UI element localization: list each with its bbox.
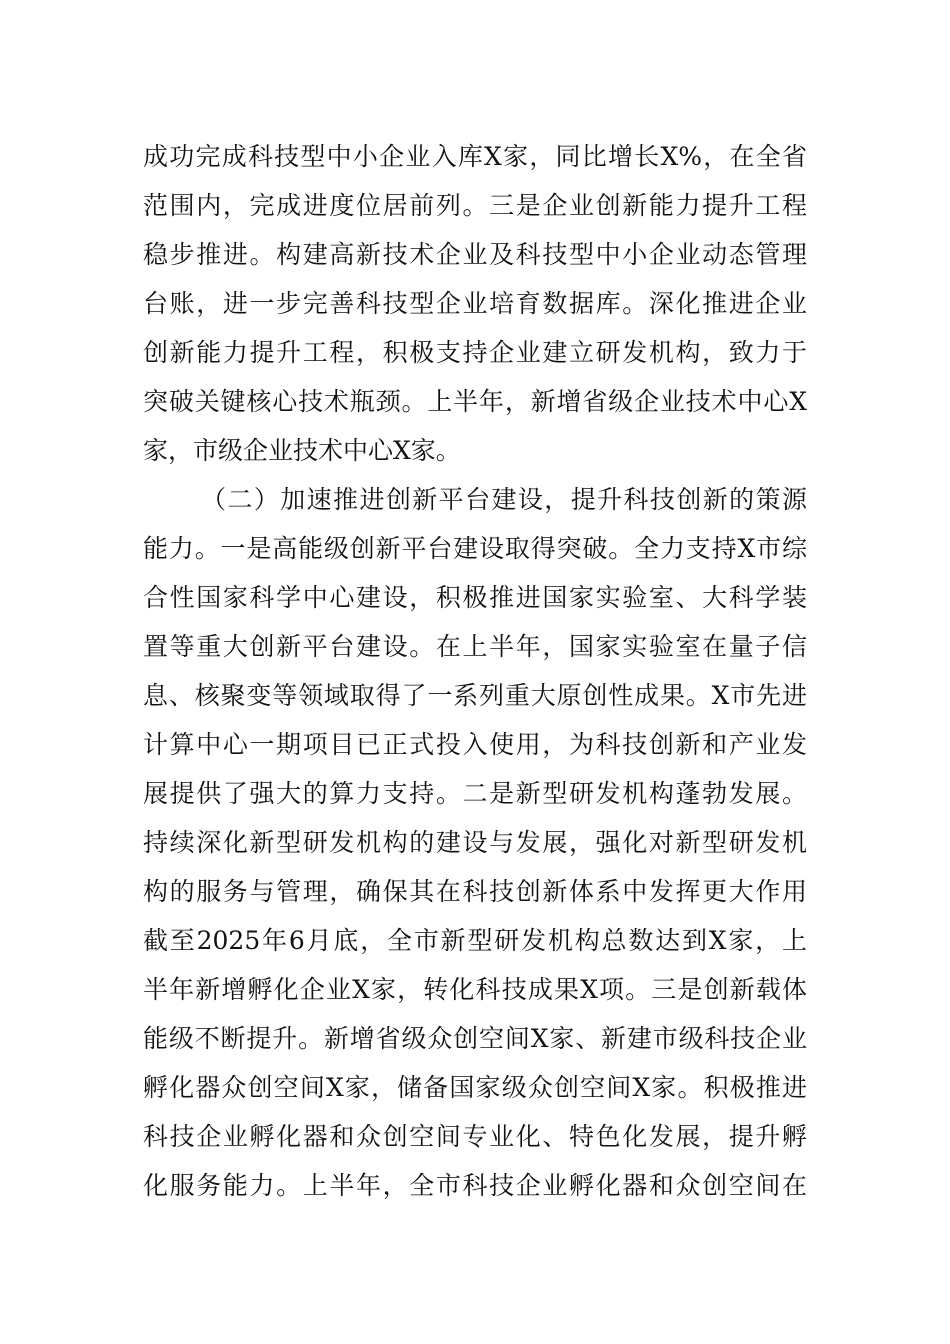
- text-line: 突破关键核心技术瓶颈。上半年，新增省级企业技术中心X: [143, 387, 807, 416]
- text-line: 持续深化新型研发机构的建设与发展，强化对新型研发机: [143, 828, 807, 857]
- text-line: 能级不断提升。新增省级众创空间X家、新建市级科技企业: [143, 1024, 807, 1053]
- section-heading-line: （二）加速推进创新平台建设，提升科技创新的策源: [201, 485, 807, 514]
- text-line: 稳步推进。构建高新技术企业及科技型中小企业动态管理: [143, 240, 807, 269]
- text-line: 化服务能力。上半年，全市科技企业孵化器和众创空间在: [143, 1171, 807, 1200]
- document-body: [143, 132, 807, 1259]
- text-line: 成功完成科技型中小企业入库X家，同比增长X%，在全省: [143, 142, 807, 171]
- text-line: [143, 1210, 807, 1259]
- paragraph-enterprise-innovation: [143, 132, 807, 475]
- text-line: 息、核聚变等领域取得了一系列重大原创性成果。X市先进: [143, 681, 807, 710]
- text-line: 构的服务与管理，确保其在科技创新体系中发挥更大作用: [143, 877, 807, 906]
- text-line: 展提供了强大的算力支持。二是新型研发机构蓬勃发展。: [143, 779, 807, 808]
- text-line: 科技企业孵化器和众创空间专业化、特色化发展，提升孵: [143, 1122, 807, 1151]
- text-line: 半年新增孵化企业X家，转化科技成果X项。三是创新载体: [143, 975, 807, 1004]
- text-line: 孵化器众创空间X家，储备国家级众创空间X家。积极推进: [143, 1073, 807, 1102]
- text-line: 能力。一是高能级创新平台建设取得突破。全力支持X市综: [143, 534, 807, 563]
- text-line: 范围内，完成进度位居前列。三是企业创新能力提升工程: [143, 191, 807, 220]
- text-line: 家，市级企业技术中心X家。: [143, 436, 461, 465]
- paragraph-innovation-platform: [143, 475, 807, 1259]
- text-line: 截至2025年6月底，全市新型研发机构总数达到X家，上: [143, 926, 807, 955]
- text-line: 台账，进一步完善科技型企业培育数据库。深化推进企业: [143, 289, 807, 318]
- text-line: 计算中心一期项目已正式投入使用，为科技创新和产业发: [143, 730, 807, 759]
- text-line: 合性国家科学中心建设，积极推进国家实验室、大科学装: [143, 583, 807, 612]
- text-line: 置等重大创新平台建设。在上半年，国家实验室在量子信: [143, 632, 807, 661]
- text-line: 创新能力提升工程，积极支持企业建立研发机构，致力于: [143, 338, 807, 367]
